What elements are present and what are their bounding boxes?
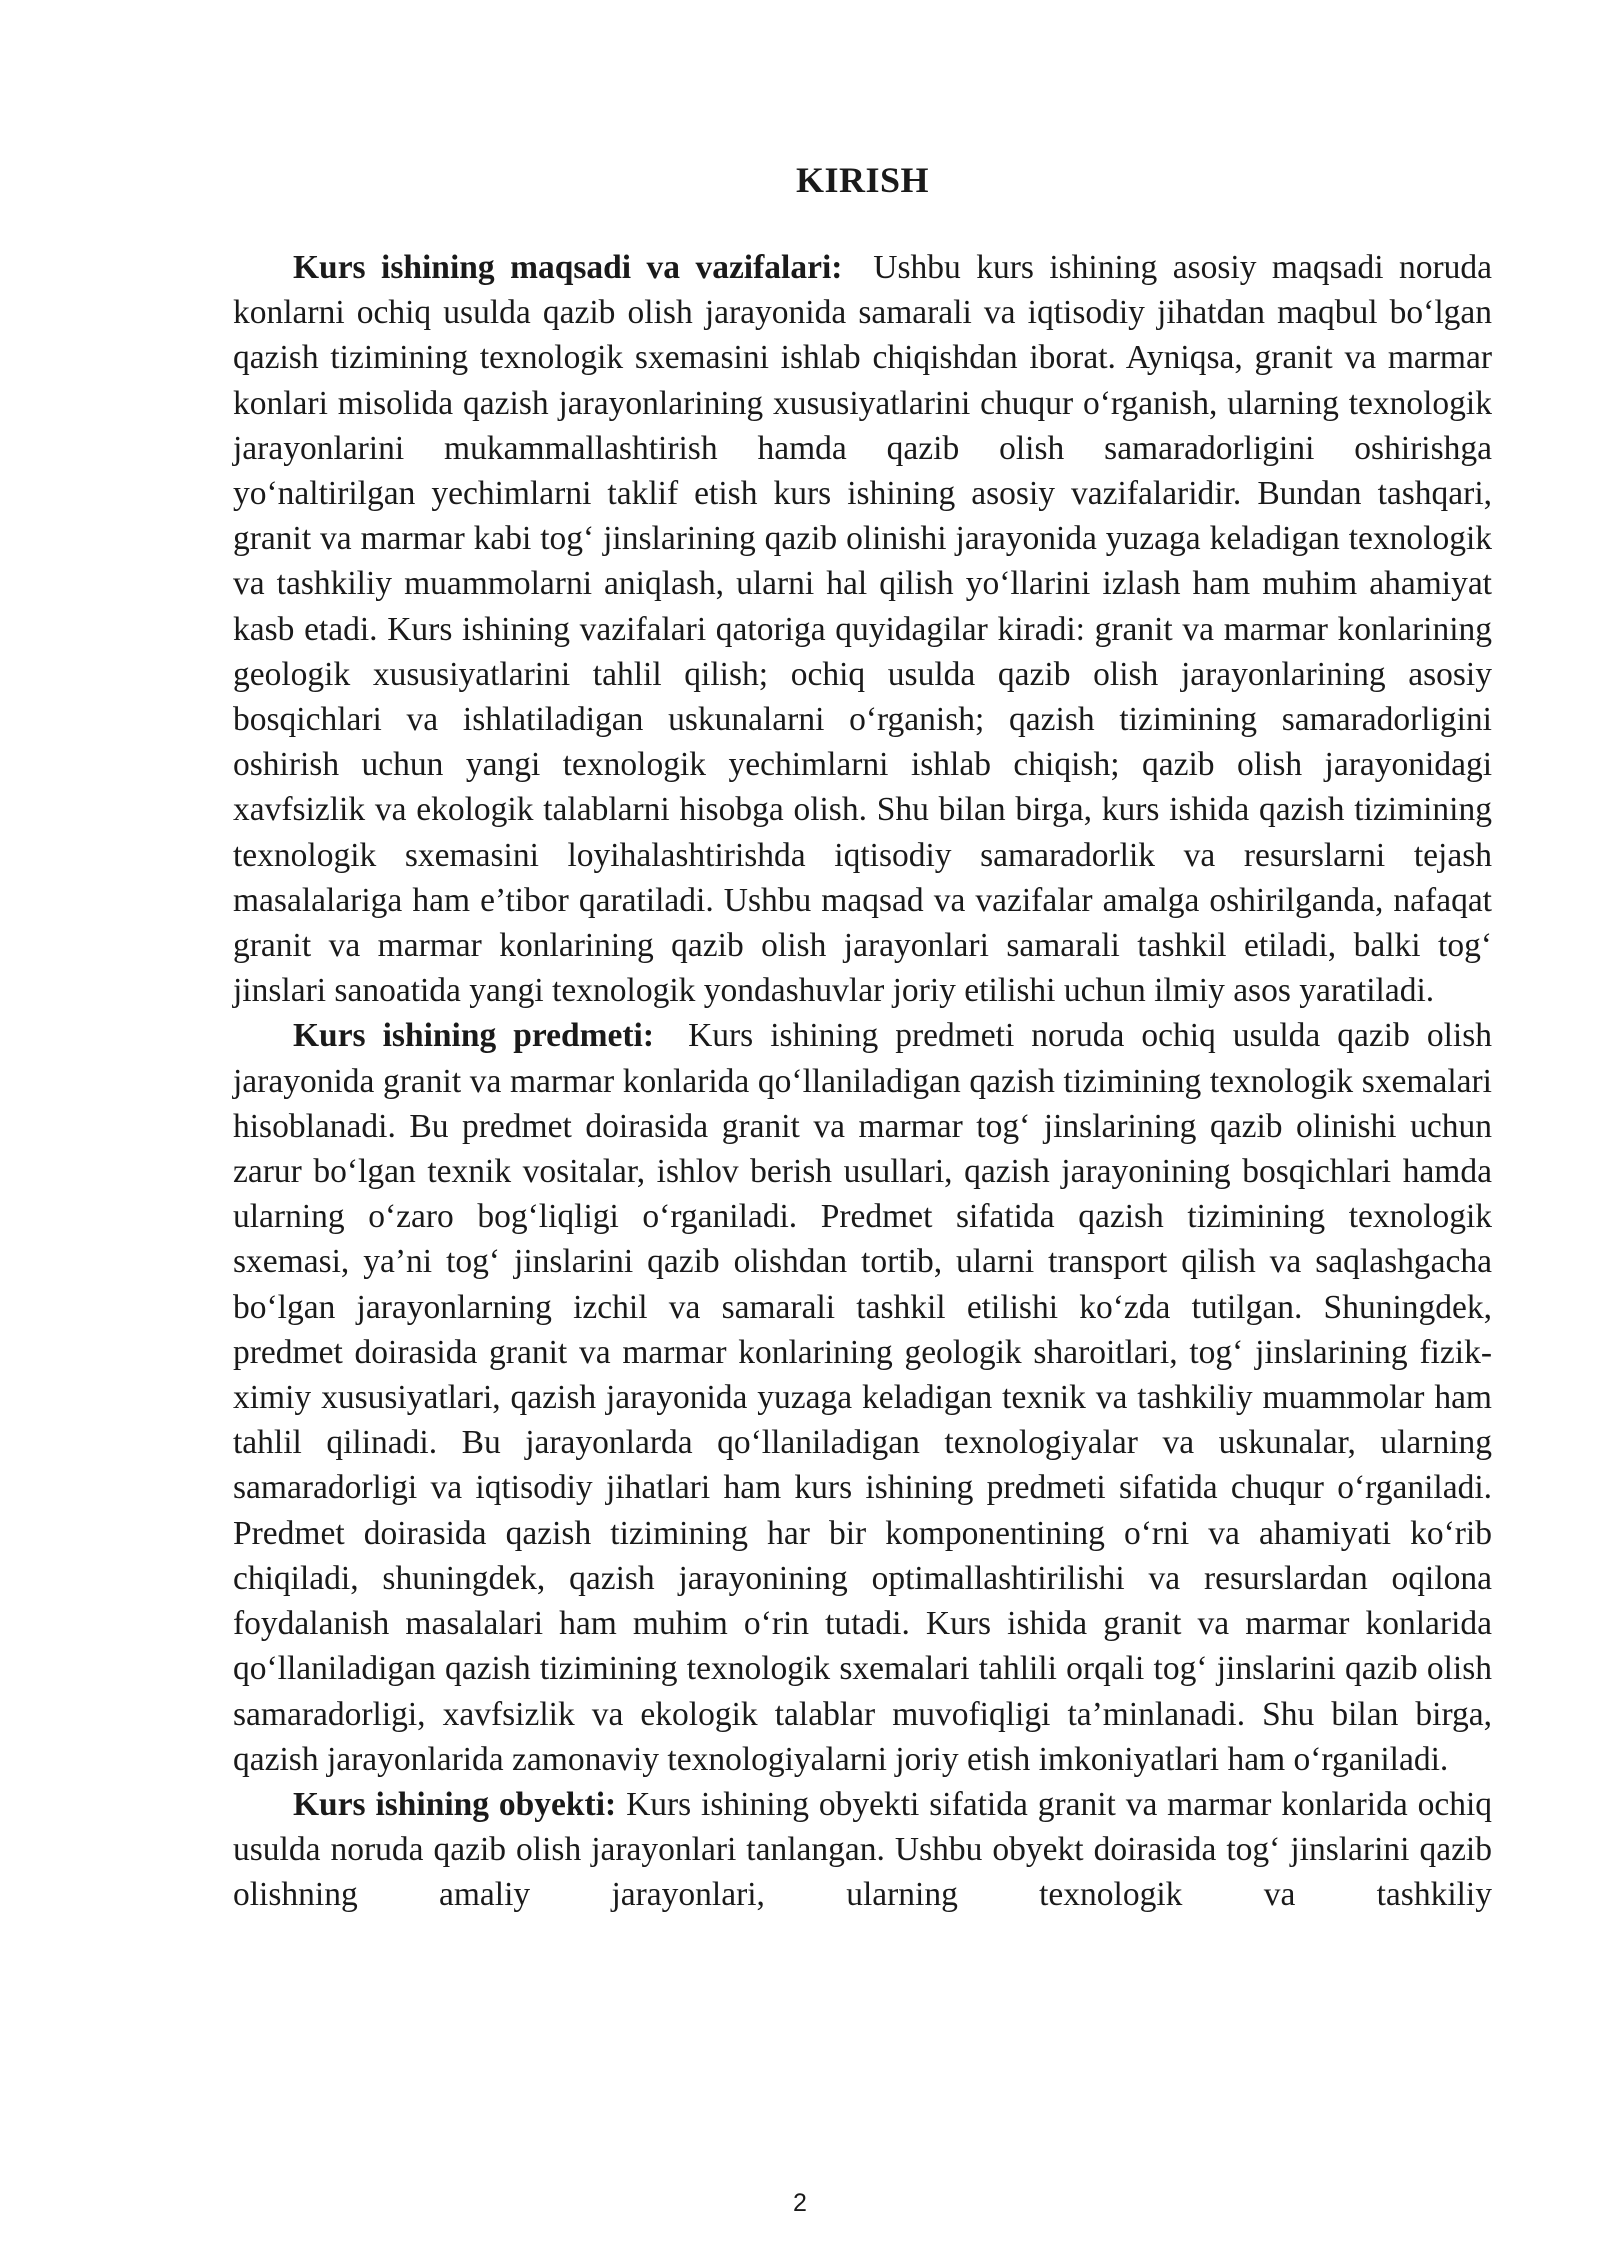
page-title: KIRISH [795,160,930,200]
paragraph-object [233,1782,1492,1918]
paragraph-text: Kurs ishining predmeti noruda ochiq usulda qazib olish jarayonida granit va marmar konlarida qo‘llaniladigan qazish tizimining texnologik sxemalari hisoblanadi. Bu predmet doirasida granit va marmar tog‘ jinslarining qazib olinishi uchun zarur bo‘lgan texnik vositalar, ishlov berish usullari, qazish jarayonining bosqichlari hamda ularning o‘zaro bog‘liqligi o‘rganiladi. Predmet sifatida qazish tizimining texnologik sxemasi, ya’ni tog‘ jinslarini qazib olishdan tortib, ularni transport qilish va saqlashgacha bo‘lgan jarayonlarning izchil va samarali tashkil etilishi ko‘zda tutilgan. Shuningdek, predmet doirasida granit va marmar konlarining geologik sharoitlari, tog‘ jinslarining fizik-ximiy xususiyatlari, qazish jarayonida yuzaga keladigan texnik va tashkiliy muammolar ham tahlil qilinadi. Bu jarayonlarda qo‘llaniladigan texnologiyalar va uskunalar, ularning samaradorligi va iqtisodiy jihatlari ham kurs ishining predmeti sifatida chuqur o‘rganiladi. Predmet doirasida qazish tizimining har bir komponentining o‘rni va ahamiyati ko‘rib chiqiladi, shuningdek, qazish jarayonining optimallashtirilishi va resurslardan oqilona foydalanish masalalari ham muhim o‘rin tutadi. Kurs ishida granit va marmar konlarida qo‘llaniladigan qazish tizimining texnologik sxemalari tahlili orqali tog‘ jinslarini qazib olish samaradorligi, xavfsizlik va ekologik talablar muvofiqligi ta’minlanadi. Shu bilan birga, qazish jarayonlarida zamonaviy texnologiyalarni joriy etish imkoniyatlari ham o‘rganiladi. [233,1017,1492,1778]
paragraph-text: Kurs ishining obyekti sifatida granit va marmar konlarida ochiq usulda noruda qazib olish jarayonlari tanlangan. Ushbu obyekt doirasida tog‘ jinslarini qazib olishning amaliy jarayonlari, ularning texnologik va tashkiliy [233,1785,1493,1914]
paragraph-lead: Kurs ishining maqsadi va vazifalari: [293,249,843,286]
paragraph-lead: Kurs ishining predmeti: [293,1017,655,1055]
paragraph-text: Ushbu kurs ishining asosiy maqsadi noruda konlarni ochiq usulda qazib olish jarayonida samarali va iqtisodiy jihatdan maqbul bo‘lgan qazish tizimining texnologik sxemasini ishlab chiqishdan iborat. Ayniqsa, granit va marmar konlari misolida qazish jarayonlarining xususiyatlarini chuqur o‘rganish, ularning texnologik jarayonlarini mukammallashtirish hamda qazib olish samaradorligini oshirishga yo‘naltirilgan yechimlarni taklif etish kurs ishining asosiy vazifalaridir. Bundan tashqari, granit va marmar kabi tog‘ jinslarining qazib olinishi jarayonida yuzaga keladigan texnologik va tashkiliy muammolarni aniqlash, ularni hal qilish yo‘llarini izlash ham muhim ahamiyat kasb etadi. Kurs ishining vazifalari qatoriga quyidagilar kiradi: granit va marmar konlarining geologik xususiyatlarini tahlil qilish; ochiq usulda qazib olish jarayonlarining asosiy bosqichlari va ishlatiladigan uskunalarni o‘rganish; qazish tizimining samaradorligini oshirish uchun yangi texnologik yechimlarni ishlab chiqish; qazib olish jarayonidagi xavfsizlik va ekologik talablarni hisobga olish. Shu bilan birga, kurs ishida qazish tizimining texnologik sxemasini loyihalashtirishda iqtisodiy samaradorlik va resurslarni tejash masalalariga ham e’tibor qaratiladi. Ushbu maqsad va vazifalar amalga oshirilganda, nafaqat granit va marmar konlarining qazib olish jarayonlari samarali tashkil etiladi, balki tog‘ jinslari sanoatida yangi texnologik yondashuvlar joriy etilishi uchun ilmiy asos yaratiladi. [233,249,1493,1010]
paragraph-goals [233,245,1492,1013]
document-page [233,140,1492,1918]
paragraph-lead: Kurs ishining obyekti: [293,1785,617,1823]
page-number: 2 [793,2189,807,2217]
paragraph-subject [233,1013,1492,1781]
